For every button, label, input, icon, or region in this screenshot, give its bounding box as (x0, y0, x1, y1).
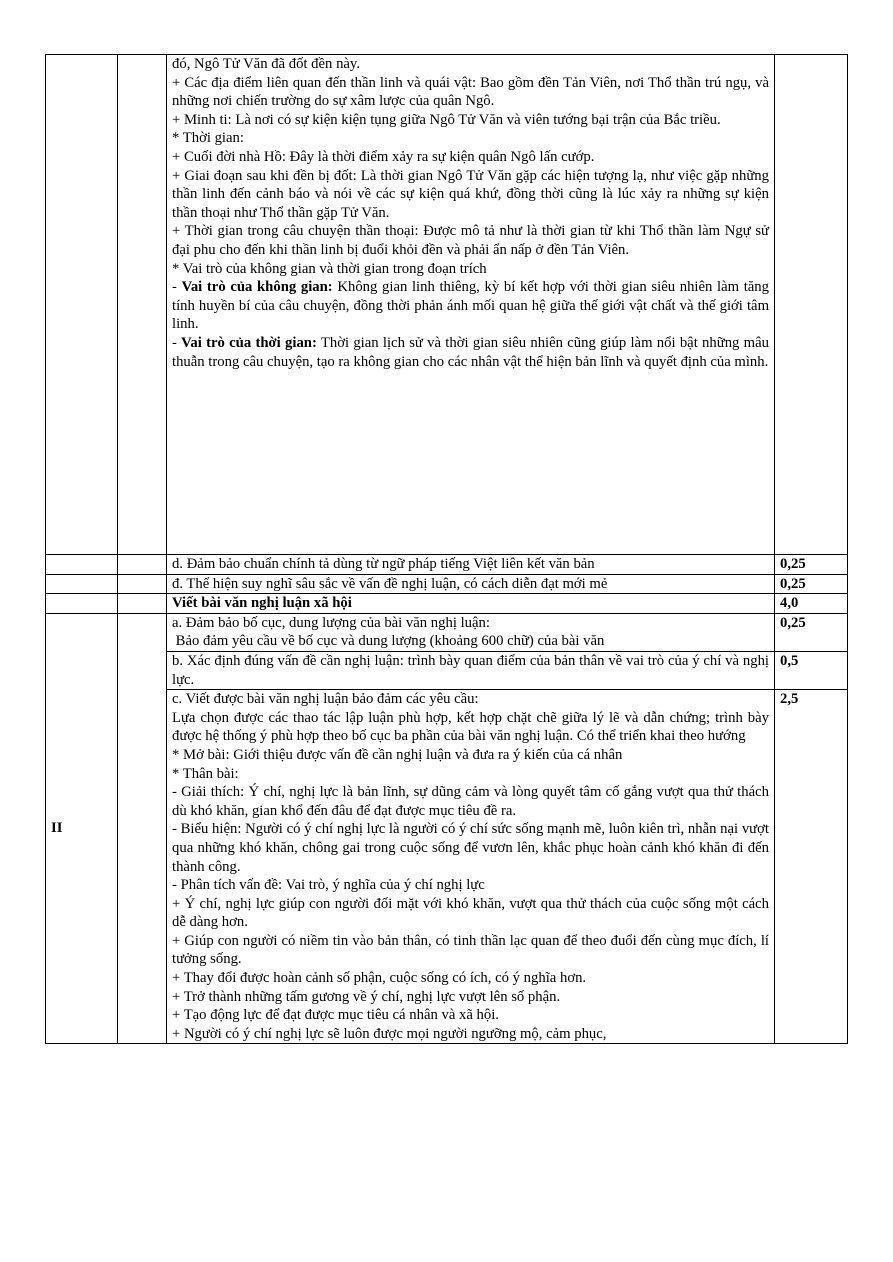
content-line: + Người có ý chí nghị lực sẽ luôn được mọi người ngưỡng mộ, cảm phục, (172, 1025, 607, 1042)
table-row (46, 651, 848, 689)
content-line: đó, Ngô Tử Văn đã đốt đền này. (172, 56, 360, 72)
grading-table (45, 54, 848, 1044)
content-line: + Ý chí, nghị lực giúp con người đối mặt với khó khăn, vượt qua thử thách của cuộc sống một cách dễ dàng hơn. (172, 895, 769, 931)
table-row (46, 613, 848, 651)
score-d: 0,25 (775, 555, 848, 575)
score-dd: 0,25 (775, 574, 848, 594)
content-line: Lựa chọn được các thao tác lập luận phù hợp, kết hợp chặt chẽ giữa lý lẽ và dẫn chứng; trình bày được hệ thống ý phù hợp theo bố cục ba phần của bài văn nghị luận. Có thể triển khai theo hướng (172, 709, 769, 745)
criterion-b: b. Xác định đúng vấn đề cần nghị luận: trình bày quan điểm của bản thân về vai trò của ý chí và nghị lực. (167, 651, 775, 689)
part-cell (46, 555, 118, 575)
role-of-space-text: Không gian linh thiêng, kỳ bí kết hợp với thời gian siêu nhiên làm tăng tính huyền bí của câu chuyện, đồng thời phản ánh mối quan hệ giữa thế giới vật chất và thế giới tâm linh. (172, 279, 769, 333)
section-score: 4,0 (775, 594, 848, 614)
part-cell (46, 55, 118, 555)
item-cell (118, 555, 167, 575)
role-of-space: - Vai trò của không gian: Không gian linh thiêng, kỳ bí kết hợp với thời gian siêu nhiên làm tăng tính huyền bí của câu chuyện, đồng thời phản ánh mối quan hệ giữa thế giới vật chất và thế giới tâm linh. (172, 279, 769, 333)
part-cell (46, 594, 118, 614)
criterion-a (167, 613, 775, 651)
score-a: 0,25 (775, 613, 848, 651)
role-of-time-text: Thời gian lịch sử và thời gian siêu nhiên cũng giúp làm nổi bật những mâu thuẫn trong câu chuyện, tạo ra không gian cho các nhân vật thể hiện bản lĩnh và quyết định của mình. (172, 334, 769, 370)
content-line: * Thân bài: (172, 765, 239, 782)
criterion-dd: đ. Thể hiện suy nghĩ sâu sắc về vấn đề nghị luận, có cách diễn đạt mới mẻ (167, 574, 775, 594)
table-row (46, 55, 848, 555)
part-number: II (46, 613, 118, 1044)
table-row (46, 690, 848, 1044)
content-line: + Minh ti: Là nơi có sự kiện kiện tụng giữa Ngô Tử Văn và viên tướng bại trận của Bắc triều. (172, 111, 721, 128)
content-line: + Thay đổi được hoàn cảnh số phận, cuộc sống có ích, có ý nghĩa hơn. (172, 970, 587, 987)
content-line: + Tạo động lực để đạt được mục tiêu cá nhân và xã hội. (172, 1007, 499, 1024)
score-cell (775, 55, 848, 555)
part-cell (46, 574, 118, 594)
item-cell (118, 55, 167, 555)
criterion-d: d. Đảm bảo chuẩn chính tả dùng từ ngữ pháp tiếng Việt liên kết văn bản (167, 555, 775, 575)
score-b: 0,5 (775, 651, 848, 689)
content-line: c. Viết được bài văn nghị luận bảo đảm các yêu cầu: (172, 691, 479, 708)
table-row (46, 574, 848, 594)
content-cell (167, 55, 775, 555)
criterion-c (167, 690, 775, 1044)
item-cell (118, 574, 167, 594)
item-cell (118, 594, 167, 614)
content-line: + Thời gian trong câu chuyện thần thoại: Được mô tả như là thời gian từ khi Thổ thần làm Ngự sử đại phu cho đến khi thần linh bị đuổi khỏi đền và phải ẩn nấp ở đền Tản Viên. (172, 223, 769, 258)
content-line: - Biểu hiện: Người có ý chí nghị lực là người có ý chí sức sống mạnh mẽ, luôn kiên trì, nhẫn nại vượt qua những khó khăn, chông gai trong cuộc sống để vươn lên, khắc phục hoàn cảnh khó khăn đi đến thành công. (172, 821, 769, 875)
role-of-time: - Vai trò của thời gian: Thời gian lịch sử và thời gian siêu nhiên cũng giúp làm nổi bật những mâu thuẫn trong câu chuyện, tạo ra không gian cho các nhân vật thể hiện bản lĩnh và quyết định của mình. (172, 334, 769, 370)
content-line: + Giai đoạn sau khi đền bị đốt: Là thời gian Ngô Tử Văn gặp các hiện tượng lạ, như việc gặp những thần linh đến cảnh báo và nói về các sự kiện quá khứ, đồng thời cũng là lúc xảy ra những sự kiện thần thoại như Thổ thần gặp Tử Văn. (172, 167, 769, 221)
table-row (46, 555, 848, 575)
criterion-a-detail: Bảo đảm yêu cầu về bố cục và dung lượng (khoảng 600 chữ) của bài văn (172, 633, 605, 650)
section-heading: Viết bài văn nghị luận xã hội (167, 594, 775, 614)
score-c: 2,5 (775, 690, 848, 1044)
content-line: + Giúp con người có niềm tin vào bản thân, có tinh thần lạc quan để theo đuổi đến cùng mục đích, lí tưởng sống. (172, 932, 769, 968)
content-line: - Giải thích: Ý chí, nghị lực là bản lĩnh, sự dũng cảm và lòng quyết tâm cố gắng vượt qua thử thách dù khó khăn, gian khổ đến đâu để đạt được mục tiêu đề ra. (172, 784, 769, 819)
content-line: - Phân tích vấn đề: Vai trò, ý nghĩa của ý chí nghị lực (172, 877, 485, 894)
criterion-a-title: a. Đảm bảo bố cục, dung lượng của bài văn nghị luận: (172, 614, 490, 631)
content-line: + Trở thành những tấm gương về ý chí, nghị lực vượt lên số phận. (172, 988, 561, 1005)
role-of-space-label: Vai trò của không gian: (181, 279, 333, 296)
content-line: + Cuối đời nhà Hồ: Đây là thời điểm xảy ra sự kiện quân Ngô lấn cướp. (172, 148, 595, 165)
role-of-time-label: Vai trò của thời gian: (181, 334, 317, 351)
content-line: + Các địa điểm liên quan đến thần linh và quái vật: Bao gồm đền Tản Viên, nơi Thổ thần trú ngụ, và những nơi chiến trường do sự xâm lược của quân Ngô. (172, 74, 769, 110)
content-line: * Mở bài: Giới thiệu được vấn đề cần nghị luận và đưa ra ý kiến của cá nhân (172, 746, 623, 763)
item-cell (118, 613, 167, 1044)
content-line: * Thời gian: (172, 130, 244, 147)
content-line: * Vai trò của không gian và thời gian trong đoạn trích (172, 260, 487, 277)
table-row (46, 594, 848, 614)
